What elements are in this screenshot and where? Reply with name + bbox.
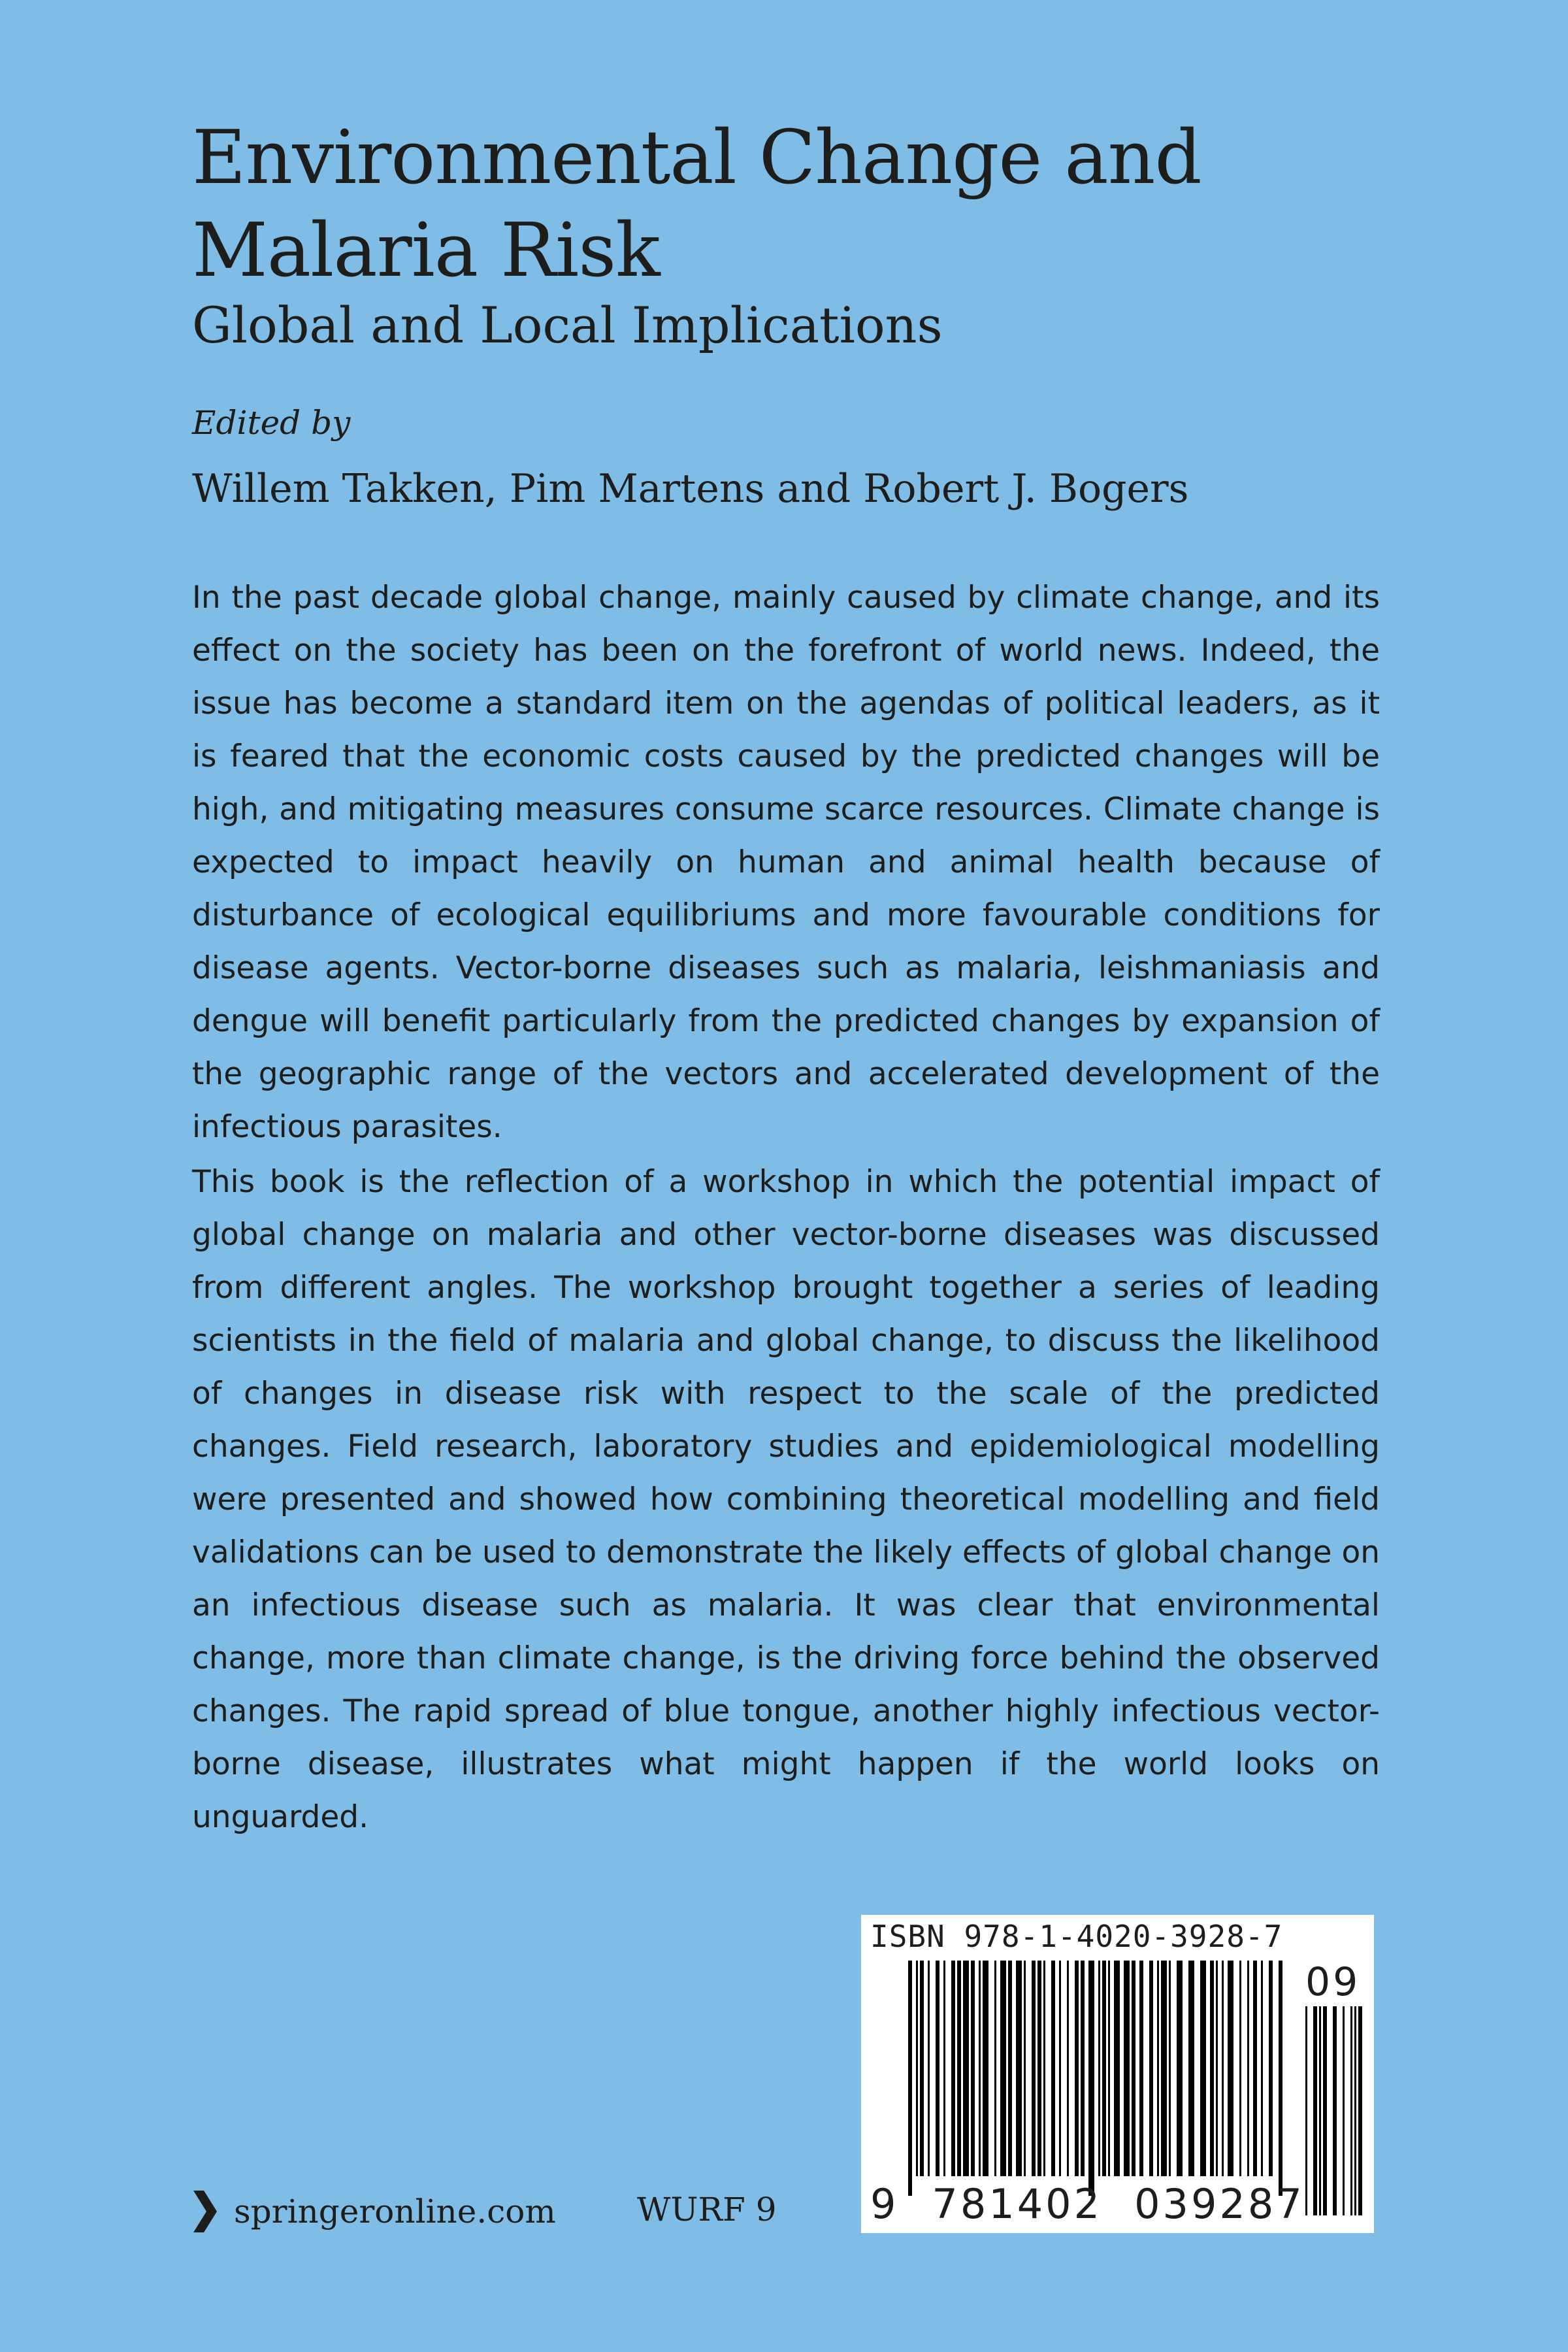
barcode-bar [1108,1961,1110,2176]
description-paragraph-1: In the past decade global change, mainly caused by climate change, and its effect on the society has been on the forefront of world news. Indeed, the issue has become a standard item on the agendas of political leaders, as it is feared that the economic costs caused by the predicted changes will be high, and mitigating measures consume scarce resources. Climate change is expected to impact heavily on human and animal health because of disturbance of ecological equilibriums and more favourable conditions for disease agents. Vector-borne diseases such as malaria, leishmaniasis and dengue will benefit particularly from the predicted changes by expansion of the geographic range of the vectors and accelerated development of the infectious parasites. [192,580,1380,1145]
barcode-bar [1098,1961,1100,2176]
barcode-bar [1247,1961,1249,2176]
barcode-bar [1037,1961,1041,2176]
barcode-bar [1132,1961,1135,2176]
barcode-bar [1161,1961,1167,2176]
barcode-bar [971,1961,975,2176]
barcode-bar [1067,1961,1069,2176]
barcode-bar [1059,1961,1061,2176]
chevron-right-icon [192,2191,218,2232]
publisher-website[interactable]: springeronline.com [234,2193,556,2230]
barcode-right-group: 039287 [1134,2180,1305,2228]
barcode-bar [1188,1961,1194,2176]
barcode-bar [1239,1961,1241,2176]
barcode-bar [994,1961,996,2176]
barcode-bar [1024,1961,1026,2176]
barcode-addon-digits: 09 [1305,1959,1361,2005]
barcode-addon-bar [1343,2006,1345,2215]
barcode-bar [908,1961,912,2196]
barcode-bar [1043,1961,1045,2176]
barcode-bar [957,1961,961,2176]
barcode-addon-bar [1333,2006,1337,2215]
barcode-addon-bar [1319,2006,1321,2215]
barcode-bar [1269,1961,1273,2176]
isbn-barcode [861,1915,1374,2233]
barcode-bar [916,1961,918,2176]
barcode-bar [979,1961,981,2176]
book-title [192,111,1433,297]
barcode-bar [1169,1961,1171,2176]
barcode-bar [951,1961,955,2176]
barcode-bar [1200,1961,1206,2176]
barcode-bar [963,1961,969,2176]
barcode-bar [1114,1961,1120,2176]
barcode-bar [1253,1961,1257,2176]
barcode-bar [1177,1961,1183,2176]
barcode-bar [1075,1961,1079,2176]
barcode-bar [1051,1961,1055,2176]
barcode-bar [1102,1961,1106,2176]
barcode-bar [1032,1961,1036,2176]
book-title-line-1: Environmental Change and [192,114,1201,201]
isbn-label: ISBN 978-1-4020-3928-7 [870,1919,1283,1954]
barcode-bar [983,1961,988,2176]
editors-list: Willem Takken, Pim Martens and Robert J. Bogers [192,466,1189,512]
edited-by-label: Edited by [192,404,351,442]
barcode-addon-bar [1350,2006,1352,2215]
publisher-link[interactable] [192,2191,556,2232]
barcode-bar [1088,1961,1094,2196]
barcode-bar [1139,1961,1143,2176]
book-subtitle: Global and Local Implications [192,296,943,354]
barcode-bar [1008,1961,1012,2176]
barcode-bar [1210,1961,1214,2176]
barcode-bar [1279,1961,1282,2196]
barcode-bar [928,1961,930,2176]
barcode-bar [1157,1961,1159,2176]
barcode-addon-bar [1358,2006,1362,2215]
barcode-bar [1000,1961,1006,2176]
barcode-bar [1149,1961,1153,2176]
barcode-bar [1016,1961,1022,2176]
barcode-bar [1081,1961,1085,2176]
barcode-addon-bar [1323,2006,1327,2215]
barcode-bar [936,1961,939,2176]
wurf-code: WURF 9 [637,2191,777,2228]
barcode-bar [920,1961,924,2176]
barcode-bar [1222,1961,1224,2176]
barcode-bar [1228,1961,1233,2176]
barcode-digits [870,2180,1314,2228]
barcode-bar [943,1961,945,2176]
book-title-line-2: Malaria Risk [192,207,660,293]
barcode-first-digit: 9 [870,2180,896,2228]
barcode-bar [1261,1961,1263,2176]
barcode-bar [1216,1961,1218,2176]
description-paragraph-2: This book is the reflection of a workshop in which the potential impact of global change on malaria and other vector-borne diseases was discussed from different angles. The workshop brought together a series of leading scientists in the field of malaria and global change, to discuss the likelihood of changes in disease risk with respect to the scale of the predicted changes. Field research, laboratory studies and epidemiological modelling were presented and showed how combining theoretical modelling and field validations can be used to demonstrate the likely effects of global change on an infectious disease such as malaria. It was clear that environmental change, more than climate change, is the driving force behind the observed changes. The rapid spread of blue tongue, another highly infectious vector-borne disease, illustrates what might happen if the world looks on unguarded. [192,1164,1380,1835]
barcode-left-group: 781402 [932,2180,1103,2228]
barcode-addon-bar [1354,2006,1356,2215]
barcode-bar [1124,1961,1130,2176]
